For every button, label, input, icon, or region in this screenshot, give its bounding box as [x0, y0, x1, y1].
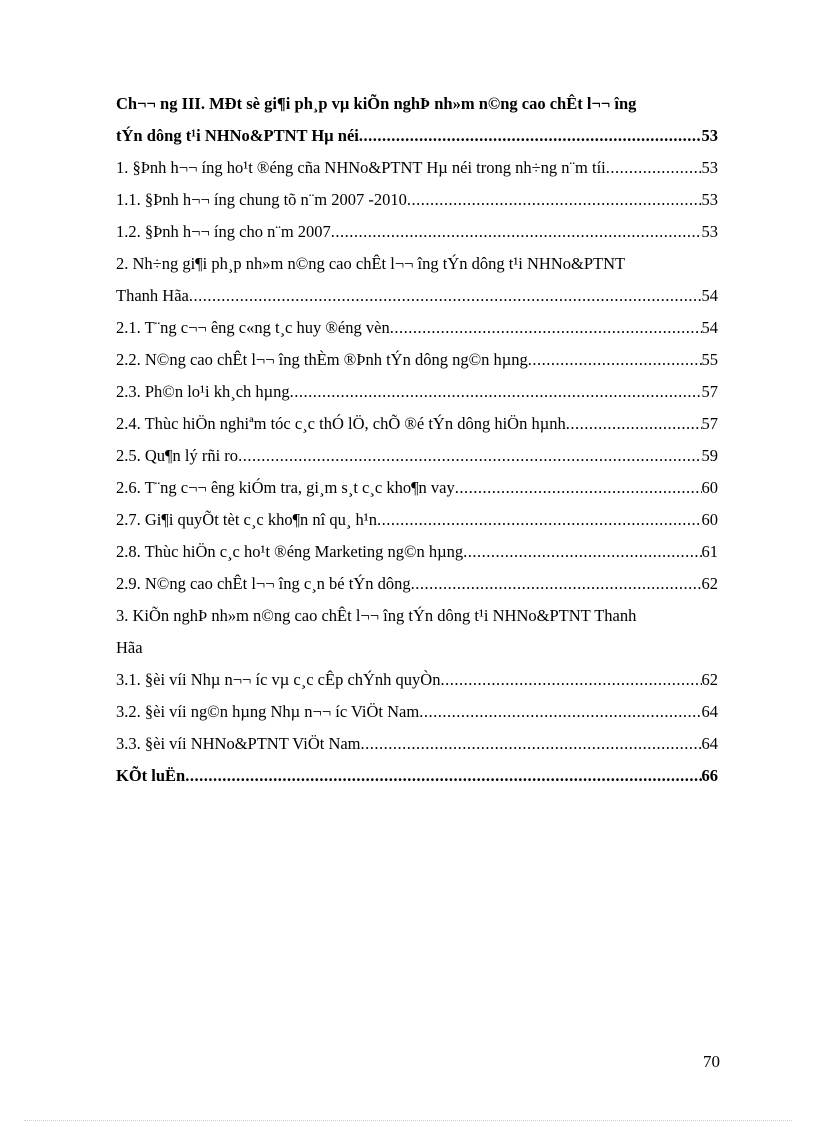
chapter-title-line2: tÝn dông t¹i NHNo&PTNT Hµ néi: [116, 126, 359, 145]
toc-entry-line1[interactable]: 2. Nh÷ng gi¶i ph¸p nh»m n©ng cao chÊt l¬¬ îng tÝn dông t¹i NHNo&PTNT: [116, 254, 626, 273]
entry-title: 1.1. §Þnh h¬¬ íng chung tõ n¨m 2007 -2010: [116, 190, 407, 209]
entry-title: 2.7. Gi¶i quyÕt tèt c¸c kho¶n nî qu¸ h¹n: [116, 510, 377, 529]
dot-leader: [361, 732, 702, 756]
page-ref: 62: [701, 574, 718, 593]
entry-title: 2.8. Thùc hiÖn c¸c ho¹t ®éng Marketing ng©n hµng: [116, 542, 464, 561]
dot-leader: [377, 508, 702, 532]
dot-leader: [189, 284, 702, 308]
dot-leader: [606, 156, 702, 180]
dot-leader: [290, 380, 702, 404]
page-ref: 54: [701, 318, 718, 337]
page-ref: 60: [701, 478, 718, 497]
toc-entry-conclusion[interactable]: [116, 764, 718, 788]
toc-entry[interactable]: [116, 700, 718, 724]
entry-title: 1.2. §Þnh h¬¬ íng cho n¨m 2007: [116, 222, 331, 241]
toc-entry[interactable]: [116, 380, 718, 404]
toc-entry[interactable]: [116, 572, 718, 596]
page-ref: 55: [701, 350, 718, 369]
entry-title: 3.1. §èi víi Nhµ n¬¬ íc vµ c¸c cÊp chÝnh quyÒn: [116, 670, 441, 689]
toc-entry[interactable]: [116, 188, 718, 212]
toc-entry[interactable]: [116, 668, 718, 692]
toc-entry[interactable]: [116, 220, 718, 244]
toc-entry[interactable]: [116, 348, 718, 372]
dot-leader: [238, 444, 701, 468]
toc-entry[interactable]: [116, 508, 718, 532]
entry-title: 2.6. T¨ng c¬¬ êng kiÓm tra, gi¸m s¸t c¸c kho¶n vay: [116, 478, 455, 497]
page-ref: 64: [701, 734, 718, 753]
toc-entry[interactable]: [116, 284, 718, 308]
page-number: 70: [703, 1052, 720, 1071]
entry-title: KÕt luËn: [116, 766, 186, 785]
entry-title: 2.2. N©ng cao chÊt l¬¬ îng thÈm ®Þnh tÝn dông ng©n hµng: [116, 350, 528, 369]
toc-entry[interactable]: [116, 732, 718, 756]
dot-leader: [331, 220, 702, 244]
page-ref: 60: [701, 510, 718, 529]
toc-entry[interactable]: [116, 444, 718, 468]
dot-leader: [359, 124, 702, 148]
entry-title: 1. §Þnh h¬¬ íng ho¹t ®éng cña NHNo&PTNT Hµ néi trong nh÷ng n¨m tíi: [116, 158, 606, 177]
dot-leader: [185, 764, 701, 788]
footer-divider: [24, 1120, 792, 1121]
entry-title: 2.5. Qu¶n lý rñi ro: [116, 446, 239, 465]
entry-title: 2.9. N©ng cao chÊt l¬¬ îng c¸n bé tÝn dông: [116, 574, 411, 593]
page-ref: 53: [701, 222, 718, 241]
page-ref: 62: [701, 670, 718, 689]
entry-title: 2.3. Ph©n lo¹i kh¸ch hµng: [116, 382, 290, 401]
page-ref: 61: [701, 542, 718, 561]
chapter-title-entry[interactable]: [116, 124, 718, 148]
dot-leader: [528, 348, 702, 372]
page-ref: 53: [701, 126, 718, 145]
page-ref: 64: [701, 702, 718, 721]
entry-title: Thanh Hãa: [116, 286, 189, 305]
entry-title: 2.1. T¨ng c¬¬ êng c«ng t¸c huy ®éng vèn: [116, 318, 390, 337]
page-ref: 57: [701, 382, 718, 401]
page-ref: 53: [701, 190, 718, 209]
dot-leader: [390, 316, 702, 340]
toc-entry[interactable]: [116, 316, 718, 340]
toc-entry-line2[interactable]: Hãa: [116, 638, 143, 657]
page-ref: 54: [701, 286, 718, 305]
dot-leader: [411, 572, 702, 596]
entry-title: 3.3. §èi víi NHNo&PTNT ViÖt Nam: [116, 734, 361, 753]
dot-leader: [566, 412, 702, 436]
toc-entry[interactable]: [116, 412, 718, 436]
entry-title: 3.2. §èi víi ng©n hµng Nhµ n¬¬ íc ViÖt Nam: [116, 702, 420, 721]
page-ref: 59: [701, 446, 718, 465]
page-ref: 57: [701, 414, 718, 433]
dot-leader: [407, 188, 702, 212]
toc-entry[interactable]: [116, 540, 718, 564]
dot-leader: [419, 700, 701, 724]
toc-entry-line1[interactable]: 3. KiÕn nghÞ nh»m n©ng cao chÊt l¬¬ îng tÝn dông t¹i NHNo&PTNT Thanh: [116, 606, 637, 625]
page-ref: 53: [701, 158, 718, 177]
chapter-title-line1: Ch¬¬ ng III. MÐt sè gi¶i ph¸p vµ kiÕn nghÞ nh»m n©ng cao chÊt l¬¬ îng: [116, 94, 637, 113]
toc-entry[interactable]: [116, 156, 718, 180]
entry-title: 2.4. Thùc hiÖn nghiªm tóc c¸c thÓ lÖ, chÕ ®é tÝn dông hiÖn hµnh: [116, 414, 566, 433]
dot-leader: [440, 668, 701, 692]
toc-entry[interactable]: [116, 476, 718, 500]
dot-leader: [463, 540, 701, 564]
page-ref: 66: [701, 766, 718, 785]
dot-leader: [455, 476, 702, 500]
